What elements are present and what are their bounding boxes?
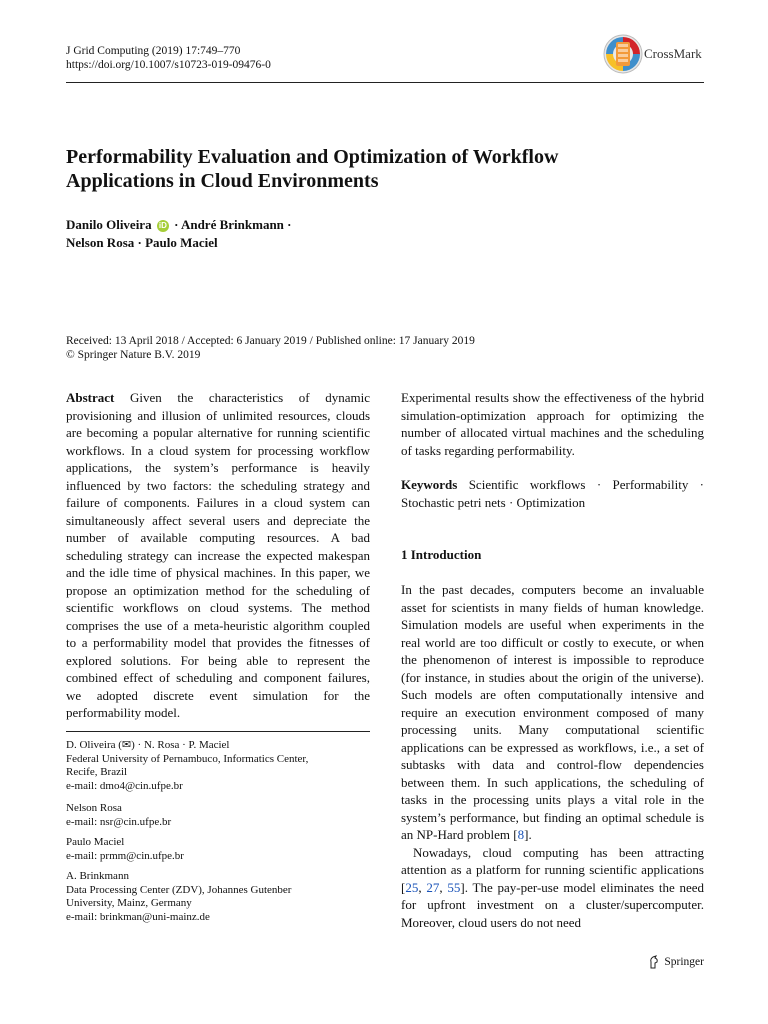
citation-link[interactable]: 8 [517, 827, 525, 842]
keywords-label: Keywords [401, 477, 458, 492]
crossmark-label: CrossMark [644, 46, 702, 61]
affiliation-authors: Paulo Maciel [66, 836, 125, 848]
abstract-text: Given the characteristics of dynamic provisioning and illusion of unlimited resources, clouds are becoming a popular alternative for running scientific workflows. In a cloud system for processing workflow applications, the system’s performance is heavily influenced by two factors: the scheduling strategy and failure of components. Failures in a cloud system can simultaneously affect several users and depreciate the number of available computing resources. A bad scheduling strategy can increase the expected makespan and the idle time of physical machines. In this paper, we propose an optimization method for the scheduling of scientific workflows on cloud systems. The method comprises the use of a meta-heuristic algorithm coupled to a performability model that provides the fitnesses of explored solutions. For being able to represent the combined effect of scheduling and component failures, we adopted discrete event simulation for the performability model. [66, 390, 371, 720]
affiliation-location: Recife, Brazil [66, 766, 128, 778]
affiliation-institution: Federal University of Pernambuco, Informatics Center, [66, 752, 309, 765]
author-name: · André Brinkmann · [174, 217, 292, 232]
journal-reference: J Grid Computing (2019) 17:749–770 [66, 45, 241, 57]
publisher-footer [648, 955, 704, 969]
affiliation-email[interactable]: e-mail: prmm@cin.ufpe.br [66, 849, 184, 862]
affiliation-institution: Data Processing Center (ZDV), Johannes Gutenber [66, 883, 292, 896]
footnote-rule [66, 731, 370, 732]
abstract-label: Abstract [66, 390, 115, 405]
orcid-icon[interactable]: iD [158, 221, 167, 230]
header-rule [66, 82, 704, 83]
citation-link[interactable]: 25 [405, 879, 419, 895]
publisher-name: Springer [664, 956, 704, 968]
affiliation-authors: Nelson Rosa [66, 802, 122, 814]
section-heading: 1 Introduction [401, 547, 482, 562]
title-line-1: Performability Evaluation and Optimization of Workflow [66, 146, 559, 168]
copyright-line: © Springer Nature B.V. 2019 [66, 349, 201, 361]
affiliation-4 [66, 870, 370, 924]
intro-paragraph-1: In the past decades, computers become an invaluable asset for scientists in many fields of human knowledge. Simulation models are useful when experiments in the real world are too difficult or costly to execute, or when the phenomenon of interest is impossible to reproduce (for instance, in studies about the origin of the universe). Such models are often computationally intensive and require an execution environment composed of many processing units. Many computational scientific applications can be expressed as workflows, i.e., a set of subtasks with data and control-flow dependencies between them. In such applications, the scheduling of tasks in the processing units plays a vital role in the system’s performance, but finding an optimal schedule is an NP-Hard problem [8]. [401, 582, 704, 842]
affiliation-email[interactable]: e-mail: nsr@cin.ufpe.br [66, 815, 172, 828]
title-line-2: Applications in Cloud Environments [66, 170, 379, 192]
keywords-text: Scientific workflows · Performability · Stochastic petri nets · Optimization [401, 477, 704, 510]
springer-horse-icon [648, 955, 660, 969]
author-name: Danilo Oliveira [66, 217, 152, 232]
paper-title [66, 145, 686, 193]
affiliation-1 [66, 739, 370, 793]
affiliation-3 [66, 836, 370, 863]
intro-paragraph-2: Nowadays, cloud computing has been attracting attention as a platform for running scientific applications [25, 27, 55]. The pay-per-use model eliminates the need for upfront investment on a cluster/supercomputer. Moreover, cloud users do not need [401, 844, 705, 930]
abstract-text: Experimental results show the effectiveness of the hybrid simulation-optimization approach for optimizing the number of allocated virtual machines and the scheduling of tasks regarding performability. [401, 390, 704, 458]
author-list [66, 216, 292, 252]
affiliation-location: University, Mainz, Germany [66, 897, 192, 909]
doi-link[interactable]: https://doi.org/10.1007/s10723-019-09476-0 [66, 59, 271, 71]
dates-line: Received: 13 April 2018 / Accepted: 6 January 2019 / Published online: 17 January 2019 [66, 335, 475, 347]
publication-dates [66, 334, 475, 362]
affiliation-authors: D. Oliveira (✉) · N. Rosa · P. Maciel [66, 739, 230, 751]
citation-link[interactable]: 55 [447, 879, 461, 895]
journal-citation [66, 44, 271, 72]
introduction-body [401, 581, 704, 931]
keywords-block [401, 476, 704, 511]
abstract-continuation [401, 389, 704, 459]
affiliation-authors: A. Brinkmann [66, 870, 129, 882]
affiliation-email[interactable]: e-mail: brinkman@uni-mainz.de [66, 910, 210, 923]
crossmark-icon [603, 34, 643, 74]
author-name: Nelson Rosa · Paulo Maciel [66, 235, 218, 250]
affiliation-email[interactable]: e-mail: dmo4@cin.ufpe.br [66, 779, 183, 792]
affiliation-2 [66, 802, 370, 829]
citation-link[interactable]: 27 [426, 879, 440, 895]
abstract-block [66, 389, 370, 722]
